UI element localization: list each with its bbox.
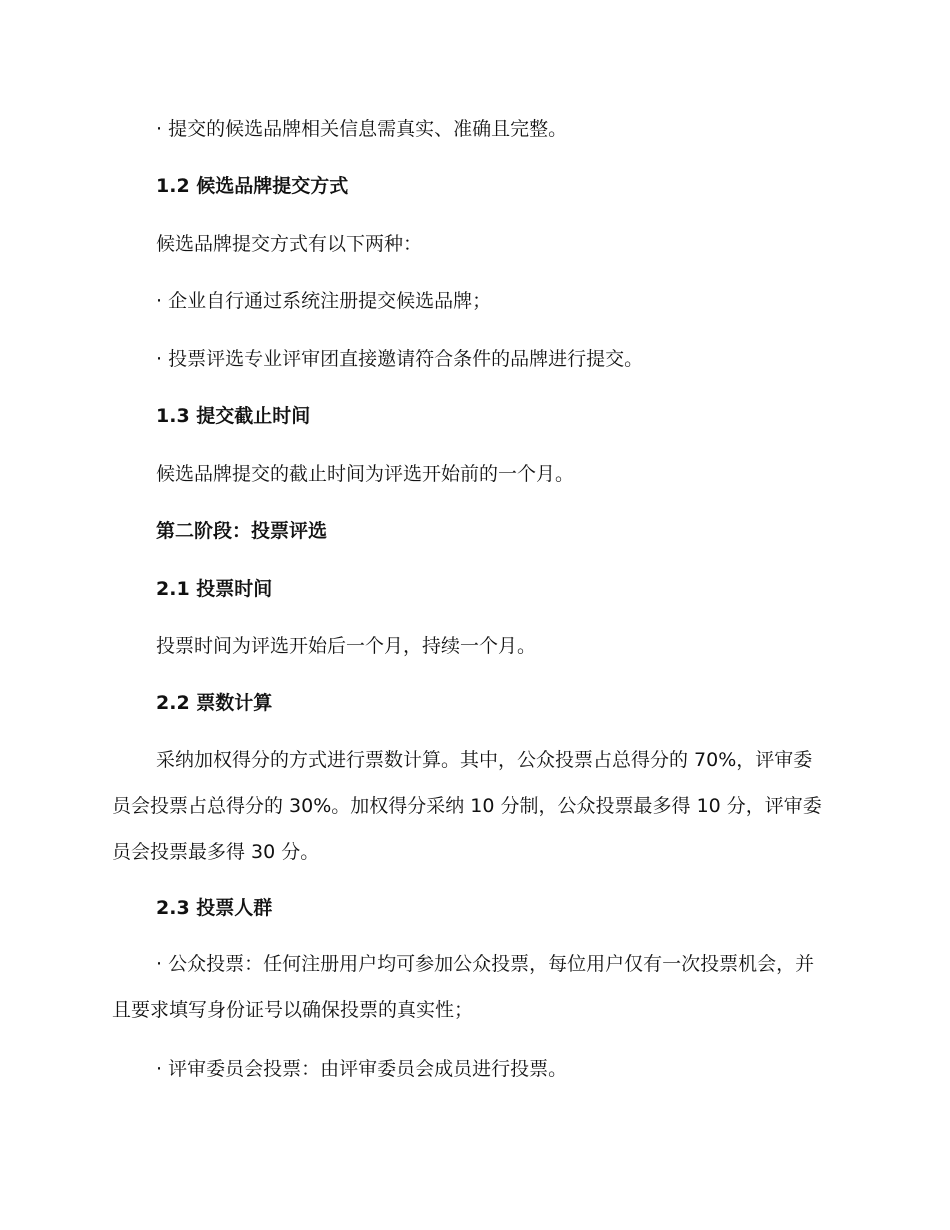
paragraph-method-self-register: · 企业自行通过系统注册提交候选品牌；	[156, 290, 492, 312]
paragraph-deadline: 候选品牌提交的截止时间为评选开始前的一个月。	[156, 463, 575, 485]
paragraph-public-vote-text: · 公众投票：任何注册用户均可参加公众投票，每位用户仅有一次投票机会，并且要求填写身份证号以确保投票的真实性；	[112, 953, 815, 1021]
paragraph-voting-time: 投票时间为评选开始后一个月，持续一个月。	[156, 635, 537, 657]
paragraph-vote-calculation-text: 采纳加权得分的方式进行票数计算。其中，公众投票占总得分的 70%，评审委员会投票占总得分的 30%。加权得分采纳 10 分制，公众投票最多得 10 分，评审委员会投票最多得 30 分。	[112, 749, 822, 863]
paragraph-submission-methods-intro: 候选品牌提交方式有以下两种：	[156, 233, 423, 255]
paragraph-method-jury-invite: · 投票评选专业评审团直接邀请符合条件的品牌进行提交。	[156, 348, 644, 370]
heading-2-3: 2.3 投票人群	[156, 897, 273, 919]
paragraph-public-vote	[112, 941, 824, 1033]
paragraph-committee-vote: · 评审委员会投票：由评审委员会成员进行投票。	[156, 1058, 568, 1080]
heading-2-2: 2.2 票数计算	[156, 692, 273, 714]
heading-1-2: 1.2 候选品牌提交方式	[156, 175, 349, 197]
paragraph-submission-requirement: · 提交的候选品牌相关信息需真实、准确且完整。	[156, 118, 568, 140]
heading-stage-2: 第二阶段：投票评选	[156, 520, 328, 542]
heading-2-1: 2.1 投票时间	[156, 578, 273, 600]
paragraph-vote-calculation	[112, 737, 824, 875]
heading-1-3: 1.3 提交截止时间	[156, 405, 311, 427]
